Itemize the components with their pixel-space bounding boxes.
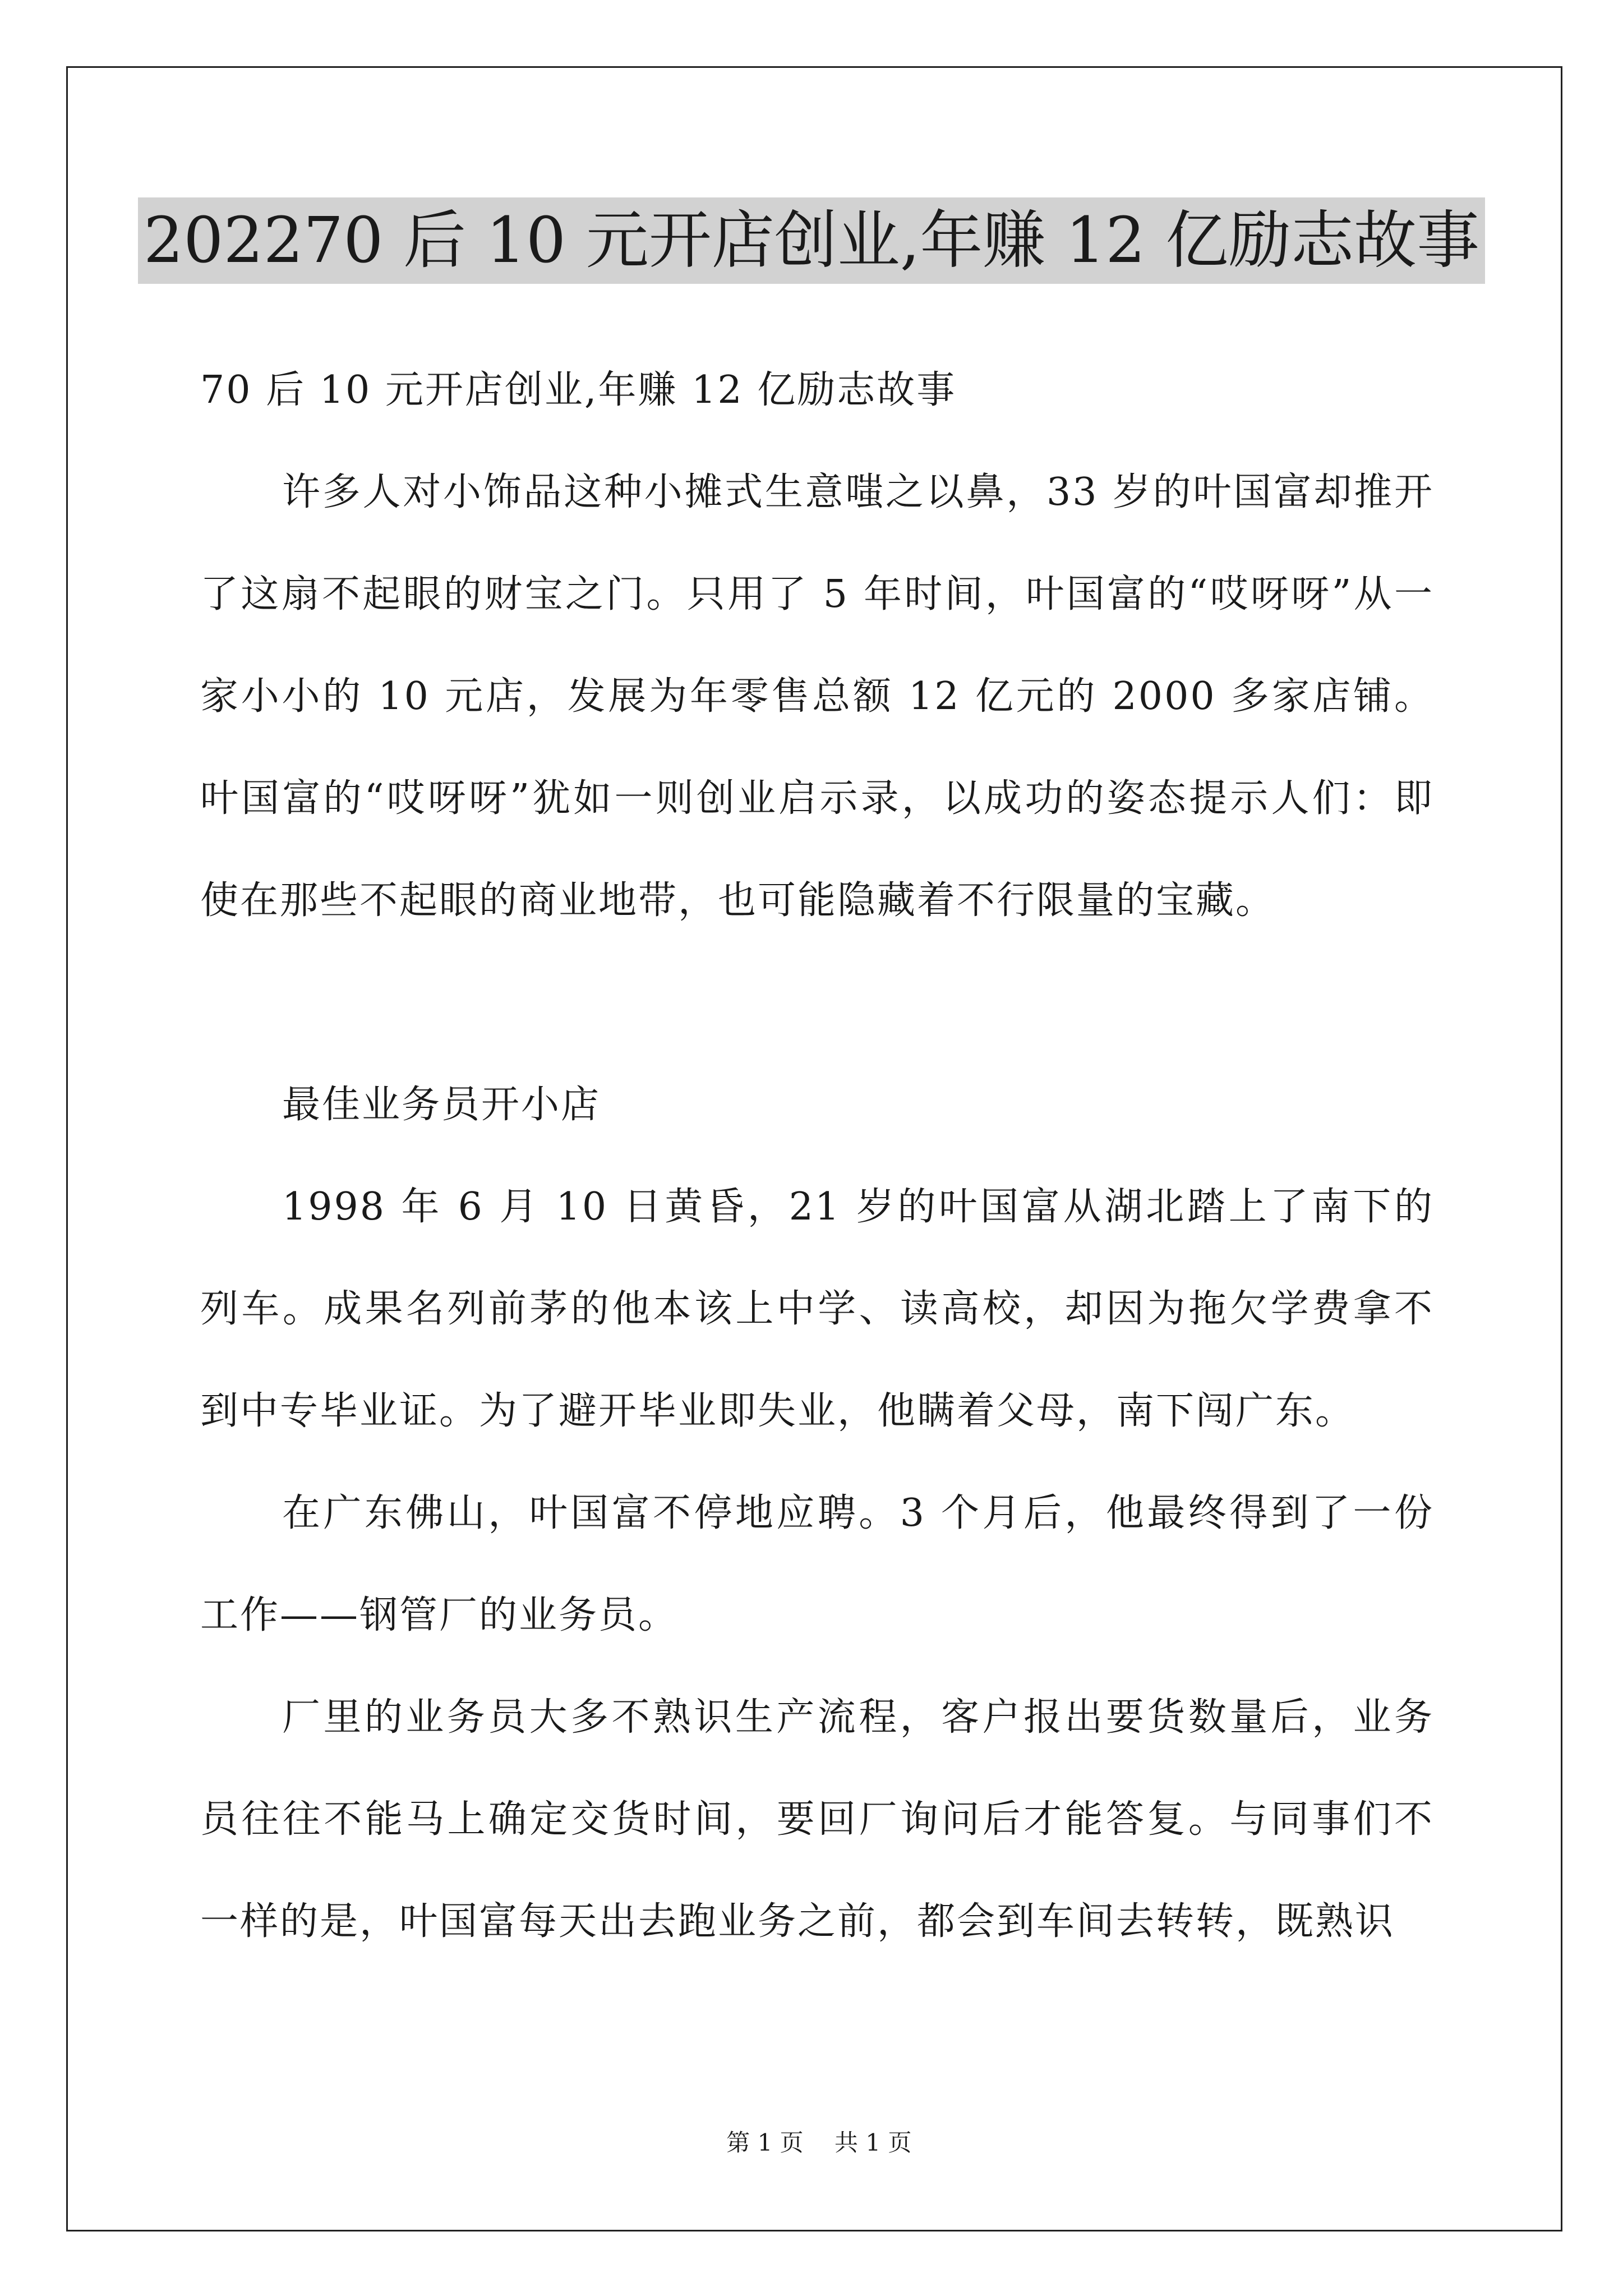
document-body xyxy=(200,339,1434,1973)
page-number-label: 第 1 页 共 1 页 xyxy=(726,2129,912,2156)
title-container xyxy=(0,197,1623,284)
paragraph-spacer xyxy=(200,952,1434,1054)
body-paragraph-3: 厂里的业务员大多不熟识生产流程，客户报出要货数量后，业务员往往不能马上确定交货时间，要回厂询问后才能答复。与同事们不一样的是，叶国富每天出去跑业务之前，都会到车间去转转，既熟识 xyxy=(200,1695,1434,1944)
document-title: 202270 后 10 元开店创业,年赚 12 亿励志故事 xyxy=(138,197,1485,284)
body-paragraph-2: 在广东佛山，叶国富不停地应聘。3 个月后，他最终得到了一份工作——钢管厂的业务员。 xyxy=(200,1491,1434,1637)
document-subtitle: 70 后 10 元开店创业,年赚 12 亿励志故事 xyxy=(200,368,957,412)
section-heading: 最佳业务员开小店 xyxy=(282,1083,601,1127)
page-footer xyxy=(0,2092,1623,2160)
intro-paragraph: 许多人对小饰品这种小摊式生意嗤之以鼻，33 岁的叶国富却推开了这扇不起眼的财宝之门。只用了 5 年时间，叶国富的“哎呀呀”从一家小小的 10 元店，发展为年零售总额 12 亿元的 2000 多家店铺。叶国富的“哎呀呀”犹如一则创业启示录，以成功的姿态提示人们：即使在那些不起眼的商业地带，也可能隐藏着不行限量的宝藏。 xyxy=(200,470,1434,923)
body-paragraph-1: 1998 年 6 月 10 日黄昏，21 岁的叶国富从湖北踏上了南下的列车。成果名列前茅的他本该上中学、读高校，却因为拖欠学费拿不到中专毕业证。为了避开毕业即失业，他瞒着父母，南下闯广东。 xyxy=(200,1185,1434,1433)
